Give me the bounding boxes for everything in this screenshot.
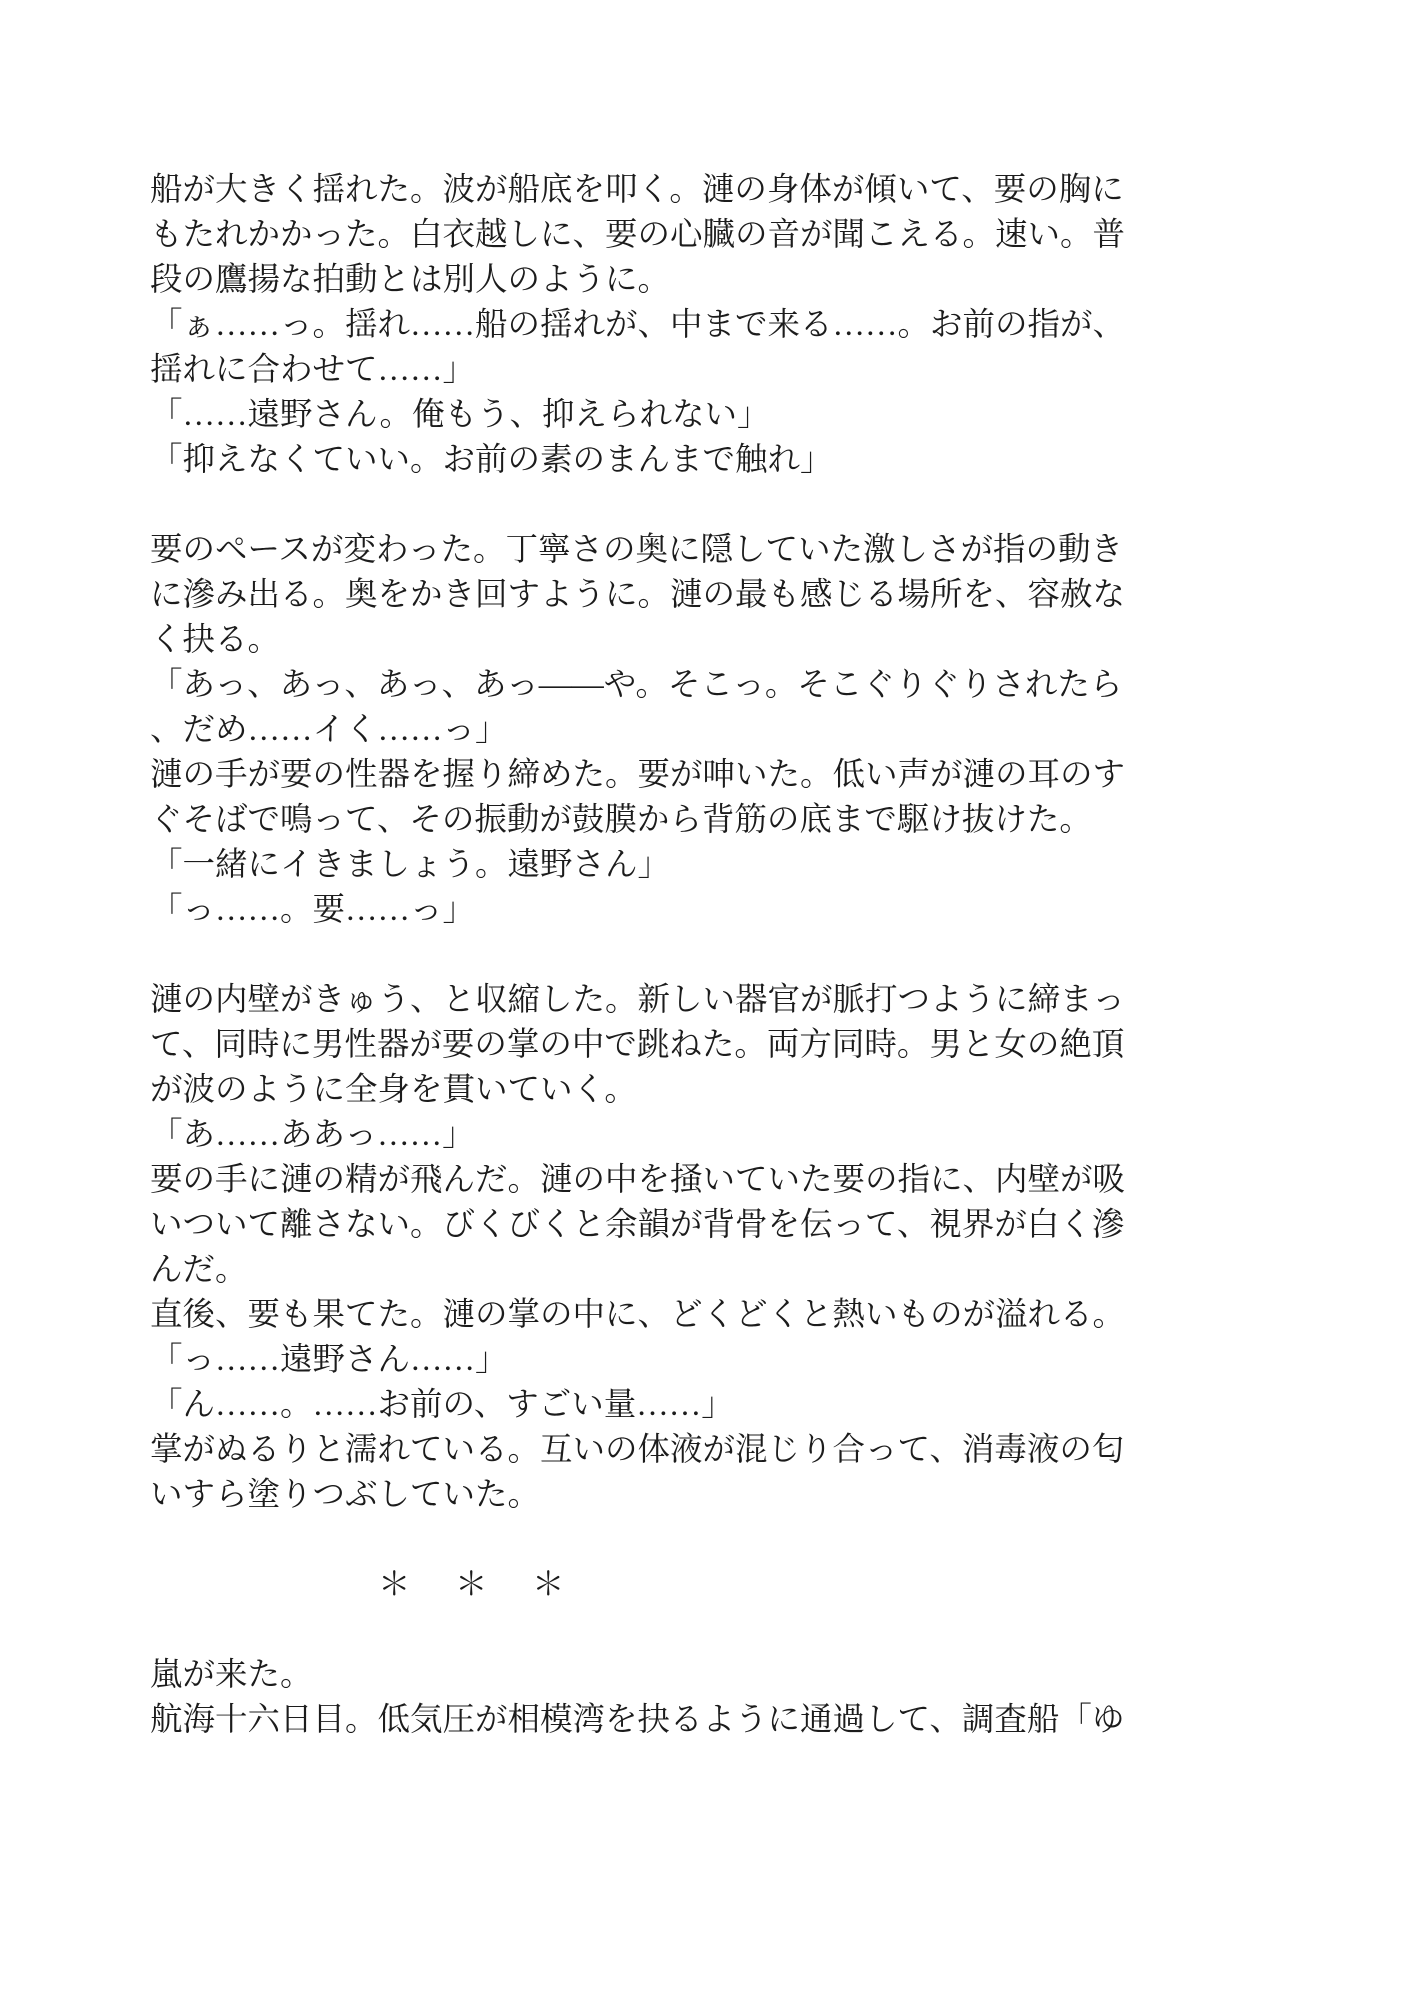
text-line: ぐそばで鳴って、その振動が鼓膜から背筋の底まで駆け抜けた。 <box>150 802 1092 838</box>
text-line: に滲み出る。奥をかき回すように。漣の最も感じる場所を、容赦な <box>150 577 1126 613</box>
text-line: 漣の内壁がきゅう、と収縮した。新しい器官が脈打つように締まっ <box>150 982 1126 1018</box>
text-line: 直後、要も果てた。漣の掌の中に、どくどくと熱いものが溢れる。 <box>150 1297 1126 1333</box>
text-line: く抉る。 <box>150 622 281 658</box>
text-line: が波のように全身を貫いていく。 <box>150 1072 637 1108</box>
text-line: 「抑えなくていい。お前の素のまんまで触れ」 <box>150 442 833 478</box>
text-line: 「ぁ……っ。揺れ……船の揺れが、中まで来る……。お前の指が、 <box>150 307 1126 343</box>
text-line: 「……遠野さん。俺もう、抑えられない」 <box>150 397 770 433</box>
text-line: 嵐が来た。 <box>150 1657 313 1693</box>
text-line: 掌がぬるりと濡れている。互いの体液が混じり合って、消毒液の匂 <box>150 1432 1125 1468</box>
text-line: 揺れに合わせて……」 <box>150 352 476 388</box>
text-line: 「あっ、あっ、あっ、あっ——や。そこっ。そこぐりぐりされたら <box>150 667 1123 703</box>
paragraph-block <box>150 978 1170 1518</box>
text-line: 「ん……。……お前の、すごい量……」 <box>150 1387 734 1423</box>
text-line: 要の手に漣の精が飛んだ。漣の中を掻いていた要の指に、内壁が吸 <box>150 1162 1126 1198</box>
text-line: 「っ……遠野さん……」 <box>150 1342 508 1378</box>
text-line: 段の鷹揚な拍動とは別人のように。 <box>150 262 671 298</box>
separator-text: ＊ ＊ ＊ <box>378 1567 571 1603</box>
paragraph-block <box>150 1653 1170 1743</box>
section-separator <box>150 1563 1170 1608</box>
text-line: 航海十六日目。低気圧が相模湾を抉るように通過して、調査船「ゆ <box>150 1702 1125 1738</box>
text-line: 要のペースが変わった。丁寧さの奥に隠していた激しさが指の動き <box>150 532 1124 568</box>
text-line: て、同時に男性器が要の掌の中で跳ねた。両方同時。男と女の絶頂 <box>150 1027 1125 1063</box>
paragraph-block <box>150 168 1170 483</box>
text-block <box>150 168 1170 1788</box>
text-line: 船が大きく揺れた。波が船底を叩く。漣の身体が傾いて、要の胸に <box>150 172 1124 208</box>
text-line: いついて離さない。びくびくと余韻が背骨を伝って、視界が白く滲 <box>150 1207 1125 1243</box>
text-line: 「一緒にイきましょう。遠野さん」 <box>150 847 671 883</box>
text-line: 「っ……。要……っ」 <box>150 892 476 928</box>
text-line: いすら塗りつぶしていた。 <box>150 1477 541 1513</box>
text-line: 漣の手が要の性器を握り締めた。要が呻いた。低い声が漣の耳のす <box>150 757 1126 793</box>
text-line: もたれかかった。白衣越しに、要の心臓の音が聞こえる。速い。普 <box>150 217 1126 253</box>
text-line: 「あ……ああっ……」 <box>150 1117 475 1153</box>
paragraph-block <box>150 528 1170 933</box>
text-line: んだ。 <box>150 1252 248 1288</box>
text-line: 、だめ……イく……っ」 <box>150 712 508 748</box>
